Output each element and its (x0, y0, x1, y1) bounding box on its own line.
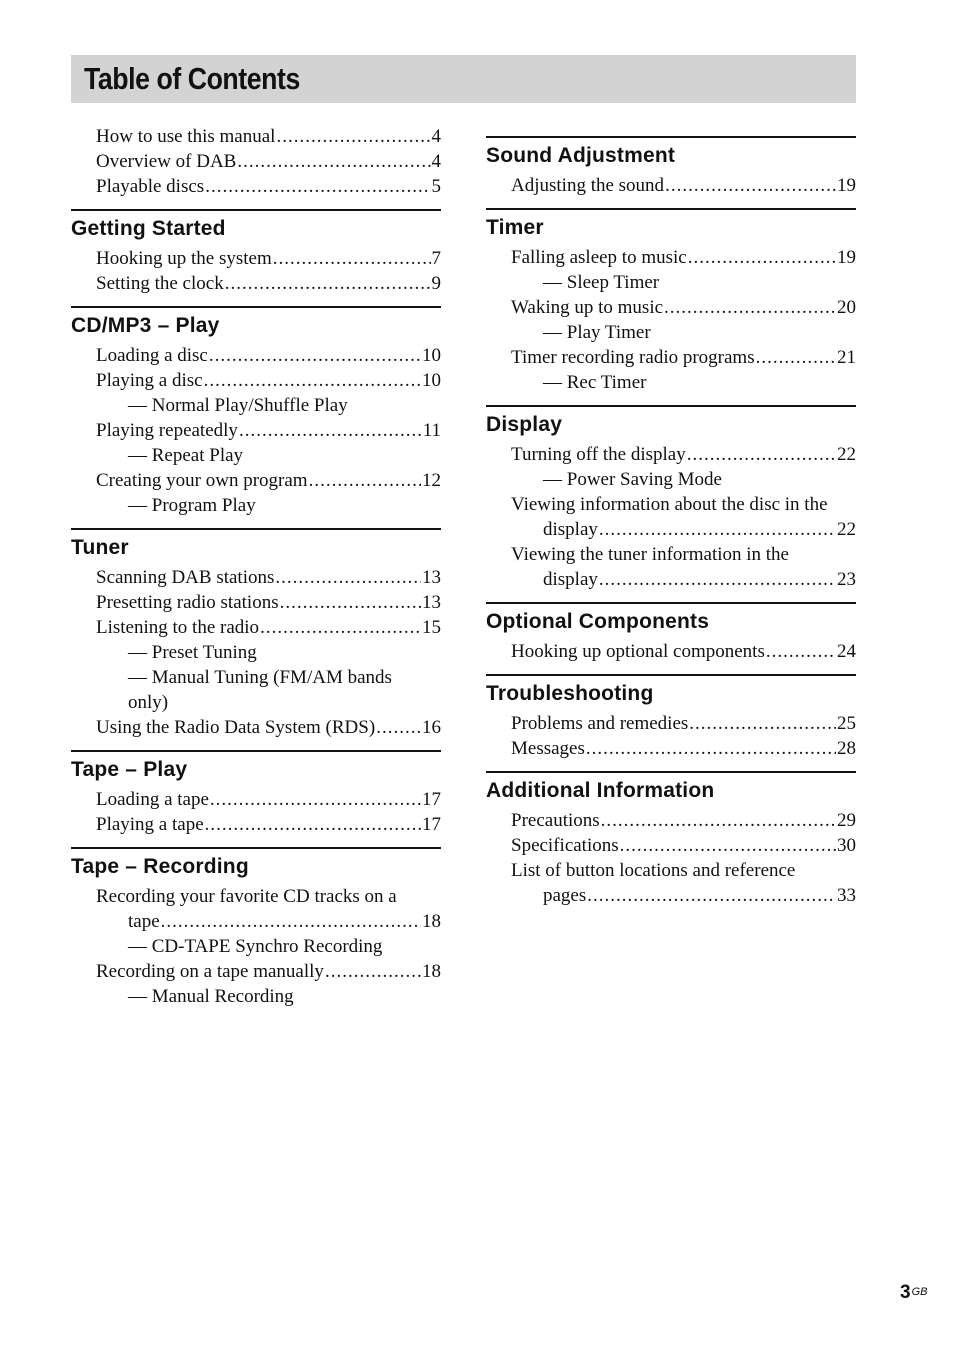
toc-section-entries (486, 245, 856, 405)
toc-entry (486, 808, 856, 833)
toc-entry (71, 615, 441, 640)
section-heading: Optional Components (486, 610, 710, 633)
toc-dot-leader (756, 345, 836, 370)
toc-dot-leader (586, 736, 836, 761)
toc-subentry: — Repeat Play (128, 445, 244, 466)
toc-entry (486, 442, 856, 467)
toc-entry-page: 11 (422, 420, 441, 441)
toc-entry (486, 173, 856, 198)
toc-entry-page: 13 (422, 592, 441, 613)
toc-dot-leader (687, 442, 836, 467)
toc-section-entries (71, 246, 441, 306)
toc-dot-leader (205, 812, 421, 837)
toc-intro (71, 112, 441, 209)
toc-entry-row (511, 808, 856, 833)
toc-entry-row (96, 565, 441, 590)
toc-entry (486, 639, 856, 664)
toc-section (486, 208, 856, 405)
toc-dot-leader (689, 711, 836, 736)
toc-entry-row (96, 174, 441, 199)
toc-entry-page: 22 (837, 519, 856, 540)
toc-entry-label: Playing a disc (96, 370, 203, 391)
toc-dot-leader (161, 909, 421, 934)
toc-entry-page: 18 (422, 961, 441, 982)
toc-dot-leader (688, 245, 836, 270)
toc-dot-leader (309, 468, 421, 493)
section-heading: CD/MP3 – Play (71, 314, 220, 337)
toc-entry-label: display (543, 569, 598, 590)
toc-entry (71, 959, 441, 984)
toc-entry-label: Playable discs (96, 176, 205, 197)
toc-section (71, 306, 441, 528)
toc-entry-page: 12 (422, 470, 441, 491)
toc-entry-label: Problems and remedies (511, 713, 689, 734)
toc-entry-row (96, 909, 441, 934)
page-title: Table of Contents (84, 61, 300, 96)
toc-entry (71, 884, 441, 934)
toc-entry (486, 345, 856, 370)
toc-subentry: — Manual Recording (128, 986, 294, 1007)
toc-section-entries (71, 884, 441, 1019)
toc-entry-page: 4 (431, 126, 441, 147)
toc-section-entries (486, 808, 856, 918)
toc-entry-first-line: Recording your favorite CD tracks on a (96, 886, 397, 907)
toc-entry-label: Listening to the radio (96, 617, 260, 638)
toc-entry-first-line: List of button locations and reference (511, 860, 796, 881)
toc-dot-leader (587, 883, 836, 908)
toc-entry (71, 812, 441, 837)
toc-subentry: — Play Timer (543, 322, 651, 343)
section-heading: Display (486, 413, 563, 436)
toc-dot-leader (599, 567, 836, 592)
toc-entry-page: 24 (837, 641, 856, 662)
toc-entry-label: Falling asleep to music (511, 247, 687, 268)
toc-entry-row (511, 173, 856, 198)
toc-entry-label: Messages (511, 738, 585, 759)
toc-entry-label: Loading a disc (96, 345, 208, 366)
toc-entry-page: 33 (837, 885, 856, 906)
toc-subentry: — Rec Timer (543, 372, 647, 393)
page-number-suffix: GB (911, 1286, 928, 1298)
toc-entry-label: Precautions (511, 810, 600, 831)
page-number-value: 3 (900, 1282, 911, 1303)
toc-entry (486, 711, 856, 736)
section-heading: Troubleshooting (486, 682, 654, 705)
toc-entry-page: 25 (837, 713, 856, 734)
toc-entry-label: Scanning DAB stations (96, 567, 275, 588)
toc-entry-label: Creating your own program (96, 470, 308, 491)
toc-entry-page: 23 (837, 569, 856, 590)
toc-entry-page: 17 (422, 789, 441, 810)
toc-entry-page: 15 (422, 617, 441, 638)
toc-subentry: — Preset Tuning (128, 642, 257, 663)
toc-subentry: — CD-TAPE Synchro Recording (128, 936, 383, 957)
toc-entry (71, 787, 441, 812)
toc-entry-label: Specifications (511, 835, 619, 856)
toc-entry (71, 418, 441, 443)
toc-section-entries (71, 787, 441, 847)
toc-dot-leader (260, 615, 421, 640)
toc-entry-page: 5 (431, 176, 441, 197)
toc-entry-row (96, 590, 441, 615)
toc-section (486, 136, 856, 208)
section-heading: Tuner (71, 536, 129, 559)
toc-entry-row (96, 368, 441, 393)
toc-section-entries (486, 173, 856, 208)
toc-dot-leader (620, 833, 836, 858)
toc-entry-row (511, 711, 856, 736)
toc-entry-row (511, 736, 856, 761)
toc-entry-page: 21 (837, 347, 856, 368)
toc-entry (71, 271, 441, 296)
toc-subentry: — Sleep Timer (543, 272, 660, 293)
toc-entry (486, 245, 856, 270)
toc-dot-leader (766, 639, 836, 664)
toc-section (486, 405, 856, 602)
toc-section (71, 750, 441, 847)
section-heading: Getting Started (71, 217, 226, 240)
toc-entry-first-line: Viewing the tuner information in the (511, 544, 789, 565)
toc-section-entries (71, 343, 441, 528)
toc-entry-label: Using the Radio Data System (RDS) (96, 717, 376, 738)
toc-dot-leader (601, 808, 836, 833)
toc-entry-label: Turning off the display (511, 444, 686, 465)
toc-entry-row (96, 959, 441, 984)
toc-section (71, 209, 441, 306)
toc-entry-page: 16 (422, 717, 441, 738)
toc-entry (71, 174, 441, 199)
toc-entry-row (511, 345, 856, 370)
toc-column-left (71, 112, 441, 1019)
toc-entry-row (511, 883, 856, 908)
toc-sections-right (486, 112, 856, 918)
toc-entry-row (96, 787, 441, 812)
toc-entry-row (511, 517, 856, 542)
toc-entry-row (96, 271, 441, 296)
toc-dot-leader (599, 517, 836, 542)
toc-section-entries (486, 442, 856, 602)
toc-entry-label: How to use this manual (96, 126, 276, 147)
toc-entry (486, 858, 856, 908)
toc-entry (486, 492, 856, 542)
toc-entry-label: Playing repeatedly (96, 420, 238, 441)
toc-entry-label: Overview of DAB (96, 151, 237, 172)
toc-entry-first-line: Viewing information about the disc in the (511, 494, 828, 515)
toc-entry-row (96, 343, 441, 368)
toc-entry-label: pages (543, 885, 587, 906)
toc-entry-row (511, 295, 856, 320)
toc-entry (71, 468, 441, 493)
page-number (900, 1282, 927, 1304)
toc-entry-row (96, 615, 441, 640)
toc-entry-page: 28 (837, 738, 856, 759)
toc-section (71, 528, 441, 750)
toc-entry-label: tape (128, 911, 160, 932)
section-heading: Timer (486, 216, 544, 239)
toc-subentry: only) (128, 692, 169, 713)
toc-subentry: — Manual Tuning (FM/AM bands (128, 667, 392, 688)
toc-entry (71, 149, 441, 174)
toc-sections-left (71, 209, 441, 1019)
toc-entry-page: 19 (837, 247, 856, 268)
toc-entry-label: Playing a tape (96, 814, 204, 835)
toc-entry-page: 17 (422, 814, 441, 835)
toc-dot-leader (664, 295, 836, 320)
toc-dot-leader (210, 787, 421, 812)
toc-entry-row (96, 124, 441, 149)
toc-entry (71, 590, 441, 615)
toc-entry-label: Waking up to music (511, 297, 664, 318)
toc-entry-row (511, 245, 856, 270)
toc-entry-label: Hooking up optional components (511, 641, 765, 662)
toc-section (486, 602, 856, 674)
toc-entry-page: 9 (431, 273, 441, 294)
toc-section (486, 674, 856, 771)
toc-section-entries (486, 711, 856, 771)
toc-entry-page: 7 (431, 248, 441, 269)
toc-subentry: — Normal Play/Shuffle Play (128, 395, 348, 416)
toc-column-right (486, 112, 856, 918)
toc-subentry: — Program Play (128, 495, 256, 516)
toc-section-entries (71, 565, 441, 750)
toc-dot-leader (237, 149, 430, 174)
toc-dot-leader (275, 565, 421, 590)
toc-entry-label: Setting the clock (96, 273, 224, 294)
toc-entry (486, 833, 856, 858)
toc-entry (71, 246, 441, 271)
toc-dot-leader (239, 418, 422, 443)
toc-entry-row (96, 246, 441, 271)
toc-entry-page: 20 (837, 297, 856, 318)
toc-entry-page: 19 (837, 175, 856, 196)
toc-entry-label: Presetting radio stations (96, 592, 279, 613)
toc-entry-page: 30 (837, 835, 856, 856)
toc-dot-leader (276, 124, 430, 149)
toc-entry-row (511, 833, 856, 858)
toc-section (71, 847, 441, 1019)
toc-entry-row (96, 715, 441, 740)
toc-entry-page: 13 (422, 567, 441, 588)
toc-entry-page: 10 (422, 370, 441, 391)
toc-dot-leader (204, 368, 421, 393)
toc-dot-leader (665, 173, 836, 198)
toc-entry-row (96, 149, 441, 174)
section-heading: Tape – Recording (71, 855, 249, 878)
toc-dot-leader (225, 271, 431, 296)
toc-entry-row (511, 567, 856, 592)
toc-dot-leader (325, 959, 421, 984)
toc-subentry: — Power Saving Mode (543, 469, 722, 490)
section-heading: Additional Information (486, 779, 715, 802)
toc-dot-leader (273, 246, 431, 271)
toc-entry-page: 29 (837, 810, 856, 831)
toc-entry-page: 10 (422, 345, 441, 366)
toc-entry (71, 715, 441, 740)
toc-entry-row (96, 468, 441, 493)
section-heading: Sound Adjustment (486, 144, 676, 167)
toc-section (486, 771, 856, 918)
toc-entry (486, 736, 856, 761)
toc-dot-leader (280, 590, 421, 615)
toc-entry-page: 4 (431, 151, 441, 172)
section-heading: Tape – Play (71, 758, 188, 781)
toc-entry-row (96, 418, 441, 443)
toc-entry-label: Timer recording radio programs (511, 347, 755, 368)
toc-entry (71, 343, 441, 368)
toc-entry (71, 124, 441, 149)
title-bar (71, 55, 856, 103)
toc-dot-leader (376, 715, 421, 740)
toc-entry (71, 565, 441, 590)
toc-entry-label: display (543, 519, 598, 540)
toc-entry-page: 18 (422, 911, 441, 932)
toc-entry-label: Hooking up the system (96, 248, 272, 269)
toc-entry-label: Loading a tape (96, 789, 209, 810)
toc-entry (71, 368, 441, 393)
toc-entry-row (511, 639, 856, 664)
toc-intro-entries (71, 112, 441, 209)
toc-entry-label: Recording on a tape manually (96, 961, 324, 982)
toc-dot-leader (205, 174, 430, 199)
toc-entry-row (511, 442, 856, 467)
toc-entry (486, 295, 856, 320)
toc-entry-label: Adjusting the sound (511, 175, 665, 196)
toc-dot-leader (209, 343, 421, 368)
toc-entry-page: 22 (837, 444, 856, 465)
toc-entry (486, 542, 856, 592)
toc-section-entries (486, 639, 856, 674)
toc-entry-row (96, 812, 441, 837)
